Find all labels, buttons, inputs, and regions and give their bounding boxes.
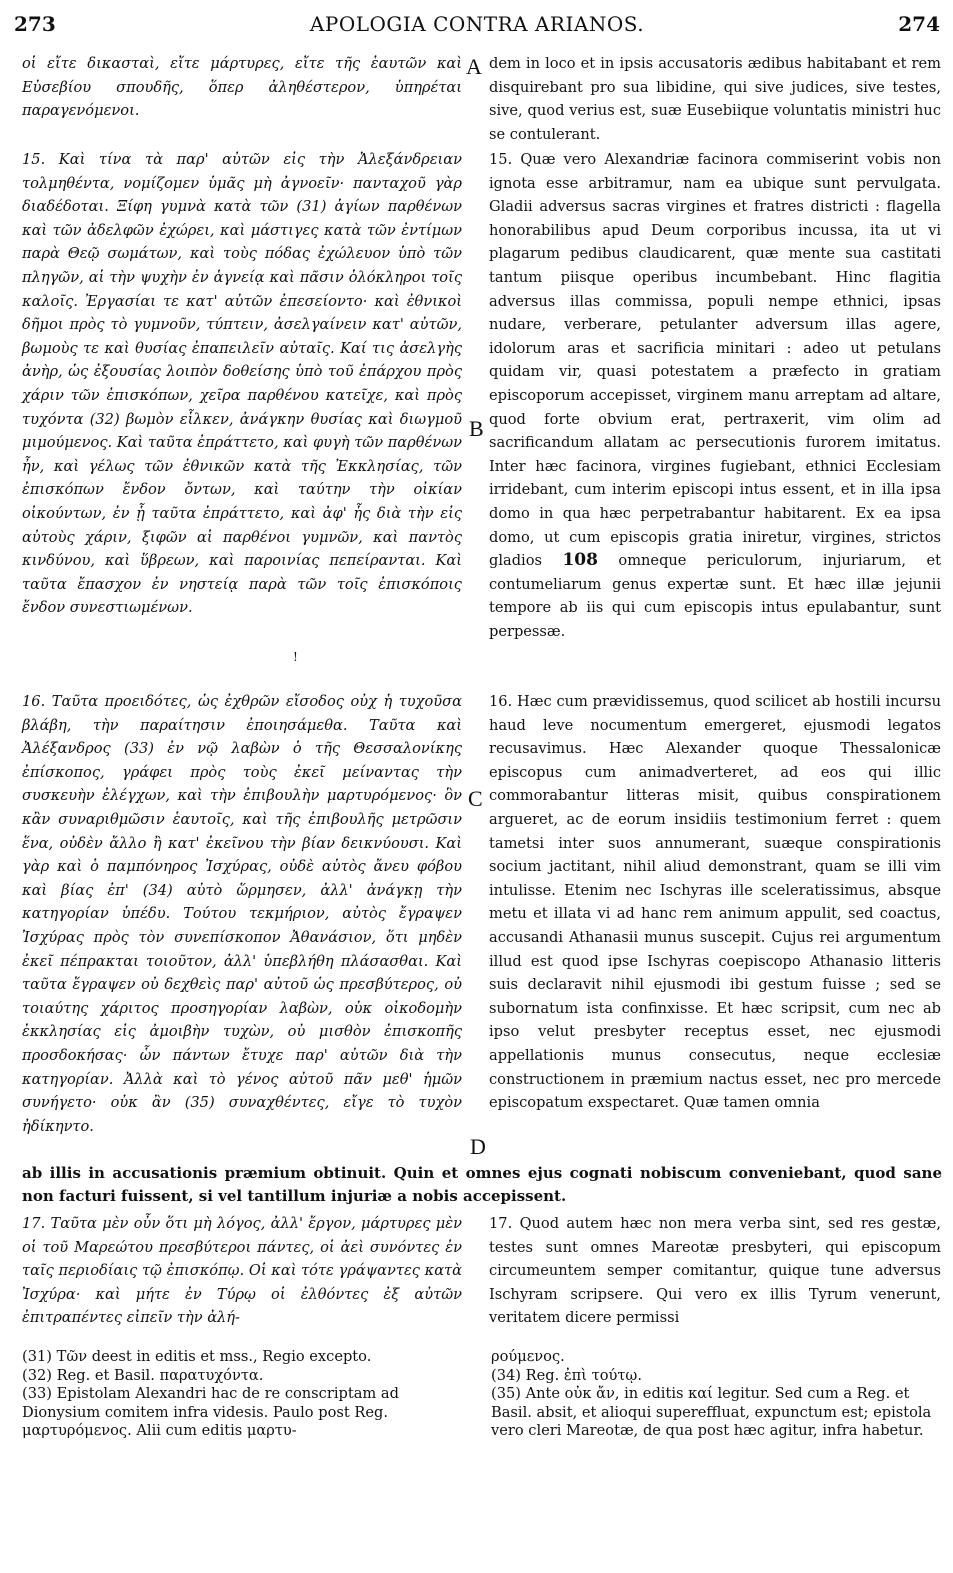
latin-section-15 <box>489 148 941 643</box>
footnote-32: (32) Reg. et Basil. παρατυχόντα. <box>22 1366 264 1384</box>
greek-paragraph-16: 16. Ταῦτα προειδότες, ὡς ἐχθρῶν εἴσοδος οὐχ ἡ τυχοῦσα βλάβη, τὴν παραίτησιν ἐποιησάμεθα. Ταῦτα καὶ Ἀλέξανδρος (33) ἐν νῷ λαβὼν ὁ τῆς Θεσσαλονίκης ἐπίσκοπος, γράφει πρὸς τοὺς ἐκεῖ μείναντας τὴν συσκευὴν ἐλέγχων, καὶ τὴν ἐπιβουλὴν μαρτυρόμενος· ὃν κἂν συναριθμῶσιν ἑαυτοῖς, καὶ τῆς ἐπιβουλῆς μετρῶσιν ἕνα, οὐδὲν ἄλλο ἢ κατ' ἐκεῖνου τὴν βίαν δεικνύουσι. Καὶ γὰρ καὶ ὁ παμπόνηρος Ἰσχύρας, οὐδὲ αὐτὸς ἄνευ φόβου καὶ βίας ἐπ' (34) αὐτὸ ὥρμησεν, ἀλλ' ἀνάγκῃ τὴν κατηγορίαν ὑπέδυ. Τούτου τεκμήριον, αὐτὸς ἔγραψεν Ἰσχύρας πρὸς τὸν συνεπίσκοπον Ἀθανάσιον, ὅτι μηδὲν ἐκεῖ πέπρακται τοιοῦτον, ἀλλ' ὑπεβλήθη πλάσασθαι. Καὶ ταῦτα ἔγραψεν οὐ δεχθεὶς παρ' αὐτοῦ ὡς πρεσβύτερος, οὐ τοιαύτης χάριτος προσηγορίαν λαβὼν, οὐκ οἰκοδομὴν ἐκκλησίας εἰς ἀμοιβὴν τυχὼν, οὐ μισθὸν ἐπισκοπῆς προσδοκήσας· ὧν πάντων ἔτυχε παρ' αὐτῶν διὰ τὴν κατηγορίαν. Ἀλλὰ καὶ τὸ γένος αὐτοῦ πᾶν μεθ' ἡμῶν συνήγετο· οὐκ ἂν (35) συναχθέντες, εἴγε τὸ τυχὸν ἠδίκηντο. <box>22 693 462 1135</box>
greek-section-17 <box>22 1212 462 1330</box>
latin-column-top <box>489 52 941 146</box>
greek-paragraph-15: 15. Καὶ τίνα τὰ παρ' αὐτῶν εἰς τὴν Ἀλεξάνδρειαν τολμηθέντα, νομίζομεν ὑμᾶς μὴ ἀγνοεῖν· πανταχοῦ γὰρ διαδέδοται. Ξίφη γυμνὰ κατὰ τῶν (31) ἁγίων παρθένων καὶ τῶν ἀδελφῶν ἐχώρει, καὶ μάστιγες κατὰ τῶν ἐντίμων παρὰ Θεῷ σωμάτων, καὶ τοὺς πόδας ἐχώλευον ὑπὸ τῶν πληγῶν, αἱ τὴν ψυχὴν ἐν ἁγνείᾳ καὶ πᾶσιν ὁλόκληροι τοῖς καλοῖς. Ἐργασίαι τε κατ' αὐτῶν ἐπεσείοντο· καὶ ἐθνικοὶ δῆμοι πρὸς τὸ γυμνοῦν, τύπτειν, ἀσελγαίνειν κατ' αὐτῶν, βωμοὺς τε καὶ θυσίας ἐπαπειλεῖν αὐταῖς. Καί τις ἀσελγὴς ἀνὴρ, ὡς ἐξουσίας λοιπὸν δοθείσης ὑπὸ τοῦ ἐπάρχου πρὸς χάριν τῶν ἐπισκόπων, χεῖρα παρθένου κατεῖχε, καὶ πρὸς τυχόντα (32) βωμὸν εἷλκεν, ἀνάγκην θυσίας καὶ διωγμοῦ μιμούμενος. Καὶ ταῦτα ἐπράττετο, καὶ φυγὴ τῶν παρθένων ἦν, καὶ γέλως τῶν ἐθνικῶν κατὰ τῆς Ἐκκλησίας, τῶν ἐπισκόπων ἔνδον ὄντων, καὶ ταύτην τὴν οἰκίαν οἰκούντων, ἐν ᾗ ταῦτα ἐπράττετο, καὶ ἀφ' ἧς διὰ τὴν εἰς αὐτοὺς χάριν, ξιφῶν αἱ παρθένοι γυμνῶν, καὶ παντὸς κινδύνου, καὶ ὕβρεων, καὶ παροινίας πεπείρανται. Καὶ ταῦτα ἔπασχον ἐν νηστείᾳ παρὰ τῶν τοῖς ἐπισκόποις ἔνδον συνεστιωμένων. <box>22 151 462 617</box>
margin-marker-c: C <box>468 786 483 811</box>
right-page-number: 274 <box>898 12 940 36</box>
column-number: 108 <box>562 550 598 571</box>
greek-paragraph-17: 17. Ταῦτα μὲν οὖν ὅτι μὴ λόγος, ἀλλ' ἔργον, μάρτυρες μὲν οἱ τοῦ Μαρεώτου πρεσβύτεροι πάντες, οἱ ἀεὶ συνόντες ἐν ταῖς περιοδίαις τῷ ἐπισκόπῳ. Οἱ καὶ τότε γράψαντες κατὰ Ἰσχύρα· καὶ μήτε ἐν Τύρῳ οἱ ἐλθόντες ἐξ αὐτῶν ἐπιτραπέντες εἰπεῖν τὴν ἀλή- <box>22 1215 462 1327</box>
greek-column-top <box>22 52 462 123</box>
footnotes-right <box>491 1348 941 1441</box>
greek-section-16 <box>22 690 462 1138</box>
page-header <box>14 12 940 40</box>
running-title: APOLOGIA CONTRA ARIANOS. <box>309 12 645 36</box>
margin-marker-b: B <box>469 416 484 441</box>
latin-section-17 <box>489 1212 941 1330</box>
latin-paragraph-15a: 15. Quæ vero Alexandriæ facinora commiserint vobis non ignota esse arbitramur, nam ea ubique sunt pervulgata. Gladii adversus sacras virgines et fratres districti : flagella honorabilibus apud Deum corporibus incussa, ita ut vi plagarum pedibus claudicarent, quæ mente sua castitati tantum piisque operibus incumbebant. Hinc flagitia adversus illas commissa, populi nempe ethnici, ipsas nudare, verberare, petulanter adversum illas agere, idolorum aras et sacrificia minitari : adeo ut petulans quidam vir, quasi potestatem a præfecto in gratiam episcoporum accepisset, virginem manu arreptam ad altare, quod forte obvium erat, pertraxerit, vim olim ad sacrificandum allatam ac persecutionis furorem imitatus. Inter hæc facinora, virgines fugiebant, ethnici Ecclesiam irridebant, cum interim episcopi intus essent, et in illa ipsa domo in qua hæc perpetrabantur habitarent. Ex ea ipsa domo, ut cum episcopis gratia iniretur, virgines, strictos gladios <box>489 151 941 570</box>
latin-paragraph-16: 16. Hæc cum prævidissemus, quod scilicet ab hostili incursu haud leve nocumentum emergeret, ejusmodi legatos recusavimus. Hæc Alexander quoque Thessalonicæ episcopus cum animadverteret, ad eos qui illic commorabantur litteras misit, quibus conspirationem argueret, ac de eorum insidiis testimonium ferret : quem tametsi inter suos annumerant, suæque conspirationis socium jactitant, nihil aliud demonstrant, quam se illi vim intulisse. Etenim nec Ischyras ille sceleratissimus, absque metu et illata vi ad hanc rem animum appulit, sed coactus, accusandi Athanasii munus suscepit. Cujus rei argumentum illud est quod ipse Ischyras coepiscopo Athanasio litteris suis declaravit nihil ejusmodi ibi gestum fuisse ; sed se subornatum ista confinxisse. Et hæc scripsit, cum nec ab ipso velut presbyter receptus esset, nec ejusmodi appellationis munus consecutus, neque ecclesiæ constructionem in præmium nactus esset, nec pro mercede episcopatum exspectaret. Quæ tamen omnia <box>489 693 941 1112</box>
margin-marker-d: D <box>470 1134 486 1159</box>
margin-marker-a: A <box>466 54 482 79</box>
stray-mark: ! <box>293 650 298 664</box>
greek-intro: οἱ εἴτε δικασταὶ, εἴτε μάρτυρες, εἴτε τῆς ἑαυτῶν καὶ Εὐσεβίου σπουδῆς, ὅπερ ἀληθέστερον, ὑπηρέται παραγενόμενοι. <box>22 55 462 120</box>
footnotes-left <box>22 1348 462 1441</box>
greek-section-15 <box>22 148 462 620</box>
latin-intro: dem in loco et in ipsis accusatoris ædibus habitabant et rem disquirebant pro sua libidine, qui sive judices, sive testes, sive, quod verius est, suæ Eusebiique voluntatis ministri huc se contulerant. <box>489 55 941 143</box>
left-page-number: 273 <box>14 12 56 36</box>
latin-section-16 <box>489 690 941 1115</box>
latin-paragraph-15 <box>489 148 941 643</box>
latin-paragraph-15b: omneque periculorum, injuriarum, et contumeliarum genus expertæ sunt. Et hæc illæ jejunii tempore ab iis qui cum episcopis intus epulabantur, sunt perpessæ. <box>489 552 941 640</box>
fullwidth-latin-continuation: ab illis in accusationis præmium obtinuit. Quin et omnes ejus cognati nobiscum conveniebant, quod sane non facturi fuissent, si vel tantillum injuriæ a nobis accepissent. <box>22 1164 942 1205</box>
footnote-35: (35) Ante οὐκ ἄν, in editis καί legitur. Sed cum a Reg. et Basil. absit, et alioqui supereffluat, expunctum est; epistola vero cleri Mareotæ, de qua post hæc agitur, infra habetur. <box>491 1385 932 1439</box>
footnote-33: (33) Epistolam Alexandri hac de re conscriptam ad Dionysium comitem infra videsis. Paulo post Reg. μαρτυρόμενος. Alii cum editis μαρτυ- <box>22 1385 399 1439</box>
footnote-continuation: ρούμενος. <box>491 1348 565 1365</box>
footnote-34: (34) Reg. ἐπὶ τούτῳ. <box>491 1366 642 1384</box>
footnote-31: (31) Τῶν deest in editis et mss., Regio excepto. <box>22 1348 372 1365</box>
latin-paragraph-17: 17. Quod autem hæc non mera verba sint, sed res gestæ, testes sunt omnes Mareotæ presbyteri, qui episcopum circumeuntem semper comitantur, quique tune adversus Ischyram scripsere. Qui vero ex illis Tyrum venerunt, veritatem dicere permissi <box>489 1215 941 1327</box>
